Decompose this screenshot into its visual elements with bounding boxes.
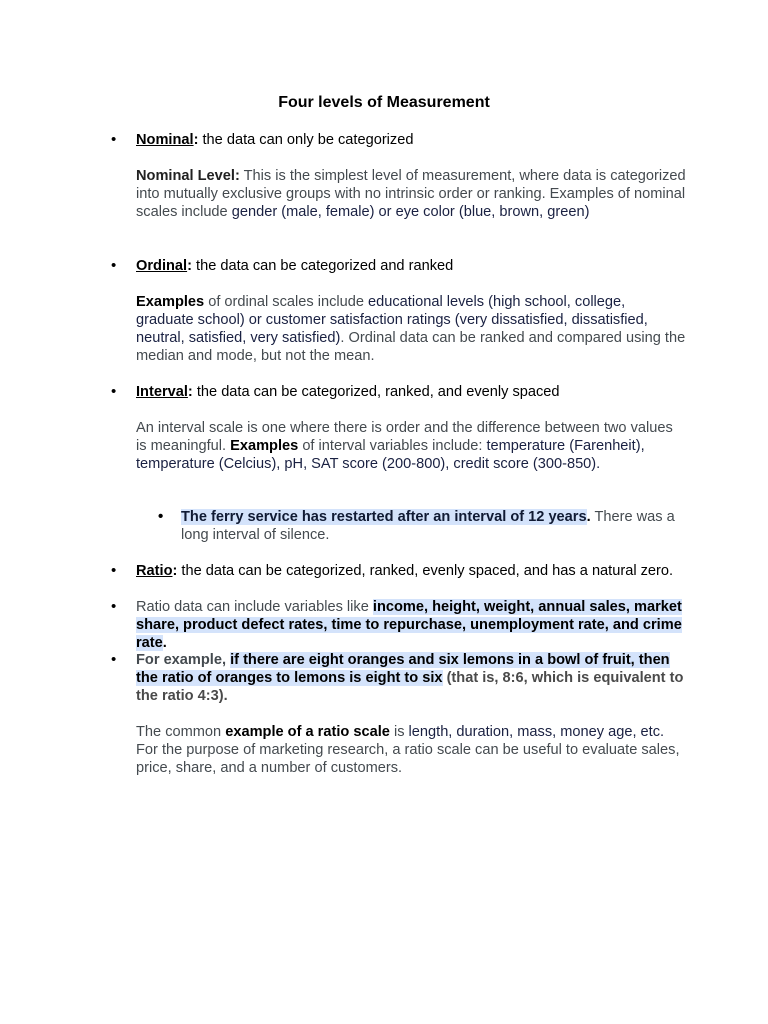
nominal-detail-text: This is the simplest level of measurement, where data is categorized into mutually exclusive groups with no intrinsic order or ranking. Examples of nominal scales include xyxy=(136,168,686,220)
interval-example-highlight: The ferry service has restarted after an interval of 12 years xyxy=(181,509,587,525)
interval-detail xyxy=(136,419,686,473)
interval-example-period: . xyxy=(586,509,591,525)
ratio-term: Ratio xyxy=(136,563,173,579)
ratio-closing xyxy=(136,723,686,777)
nominal-colon: : xyxy=(193,132,199,148)
ratio-variables-text: Ratio data can include variables like xyxy=(136,599,373,615)
interval-term: Interval xyxy=(136,384,188,400)
interval-example-rest: There was a long interval of silence. xyxy=(181,509,675,543)
ratio-example-lead: For example, xyxy=(136,652,231,668)
interval-example xyxy=(181,508,686,544)
ratio-heading xyxy=(136,562,686,580)
ratio-closing-examples: length, duration, mass, money age, etc. xyxy=(408,724,665,740)
interval-detail-label: Examples xyxy=(230,438,299,454)
ratio-colon: : xyxy=(172,563,178,579)
ordinal-heading xyxy=(136,257,686,275)
ordinal-summary: the data can be categorized and ranked xyxy=(191,258,454,274)
nominal-detail-label: Nominal Level: xyxy=(136,168,240,184)
ratio-summary: the data can be categorized, ranked, evenly spaced, and has a natural zero. xyxy=(177,563,674,579)
ratio-variables-end: . xyxy=(162,635,167,651)
ratio-example xyxy=(136,651,686,705)
ratio-example-highlight: if there are eight oranges and six lemons in a bowl of fruit, then the ratio of oranges to lemons is eight to six xyxy=(136,652,670,686)
ordinal-colon: : xyxy=(187,258,192,274)
nominal-term: Nominal xyxy=(136,132,194,148)
bullet-dot: • xyxy=(111,383,117,400)
ratio-closing-bold: example of a ratio scale xyxy=(225,724,390,740)
ordinal-detail-label: Examples xyxy=(136,294,205,310)
ratio-closing-text3: For the purpose of marketing research, a ratio scale can be useful to evaluate sales, price, share, and a number of customers. xyxy=(136,742,680,776)
nominal-heading xyxy=(136,131,686,149)
ratio-closing-text1: The common xyxy=(136,724,226,740)
ratio-variables-highlight: income, height, weight, annual sales, market share, product defect rates, time to repurchase, unemployment rate, and crime rate xyxy=(136,599,682,651)
sub-bullet-dot: • xyxy=(158,508,164,525)
ratio-example-rest: (that is, 8:6, which is equivalent to the ratio 4:3). xyxy=(136,670,684,704)
interval-detail-text2: of interval variables include: xyxy=(298,438,487,454)
bullet-dot: • xyxy=(111,562,117,579)
interval-detail-examples: temperature (Farenheit), temperature (Celcius), pH, SAT score (200-800), credit score (300-850). xyxy=(136,438,645,472)
ordinal-detail-examples: educational levels (high school, college, graduate school) or customer satisfaction ratings (very dissatisfied, dissatisfied, neutral, satisfied, very satisfied) xyxy=(136,294,648,346)
ordinal-detail-text2: . Ordinal data can be ranked and compared using the median and mode, but not the mean. xyxy=(136,330,686,364)
bullet-dot: • xyxy=(111,651,117,668)
document-title: Four levels of Measurement xyxy=(278,94,490,111)
ratio-variables xyxy=(136,598,686,652)
interval-colon: : xyxy=(187,384,193,400)
nominal-summary: the data can only be categorized xyxy=(198,132,414,148)
bullet-dot: • xyxy=(111,257,117,274)
ordinal-term: Ordinal xyxy=(136,258,188,274)
bullet-dot: • xyxy=(111,131,117,148)
nominal-detail xyxy=(136,167,686,221)
ordinal-detail xyxy=(136,293,686,365)
interval-heading xyxy=(136,383,686,401)
bullet-dot: • xyxy=(111,598,117,615)
nominal-detail-examples: gender (male, female) or eye color (blue, brown, green) xyxy=(231,204,590,220)
interval-detail-text1: An interval scale is one where there is order and the difference between two values is meaningful. xyxy=(136,420,673,454)
ratio-closing-text2: is xyxy=(389,724,409,740)
interval-summary: the data can be categorized, ranked, and evenly spaced xyxy=(192,384,560,400)
ordinal-detail-text1: of ordinal scales include xyxy=(204,294,369,310)
